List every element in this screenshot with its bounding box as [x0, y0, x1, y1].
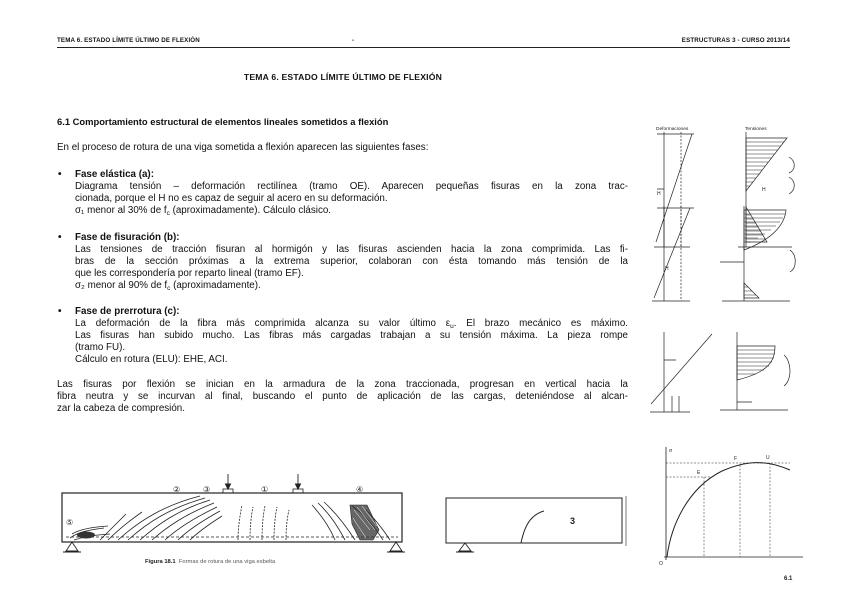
bullet-icon: •	[58, 306, 62, 317]
closing-line: zar la cabeza de compresión.	[57, 403, 185, 414]
phase-c-stress-axis	[720, 332, 788, 410]
phase-b-tension-hatch	[744, 287, 756, 295]
phase-c-diagrams	[650, 332, 790, 412]
shear-cracks-left	[100, 496, 222, 540]
phase-diagram-titles	[656, 126, 767, 132]
figure-number: Figura 18.1	[145, 559, 176, 565]
section-heading: 6.1 Comportamiento estructural de elementos lineales sometidos a flexión	[57, 116, 389, 127]
phase-line: Diagrama tensión – deformación rectilínea (tramo OE). Aparecen pequeñas fisuras en la zona trac-	[75, 181, 628, 192]
stress-strain-curve	[664, 447, 803, 560]
load-arrowhead-left	[226, 484, 231, 489]
crack-detail-outline	[446, 498, 622, 543]
phase-c-moment-arrow-icon	[784, 355, 790, 386]
bullet-icon: •	[58, 169, 62, 180]
crack-detail-figure	[446, 496, 626, 552]
phase-title-elastic: Fase elástica (a):	[75, 169, 154, 180]
beam-label-2: ②	[173, 485, 181, 494]
curve-line	[667, 463, 790, 557]
phase-line: Cálculo en rotura (ELU): EHE, ACI.	[75, 354, 228, 365]
closing-line: fibra neutra y se incurvan al final, buscando el punto de aplicación de las cargas, deteniéndose al alcan-	[57, 391, 628, 402]
running-header-right: ESTRUCTURAS 3 - CURSO 2013/14	[681, 37, 790, 44]
phase-line: bras de la sección próximas a la extrema superior, colaboran con ésta tomando más tensión de la	[75, 256, 628, 267]
curve-axes	[664, 447, 803, 560]
phase-a-tension-hatch	[746, 215, 765, 239]
text-segment: σ₁ menor al 30% de f	[75, 205, 167, 216]
bullet-icon: •	[58, 232, 62, 243]
phase-b-strain	[652, 206, 694, 301]
phase-b-strain-label: H	[665, 266, 669, 272]
right-support-icon	[390, 542, 402, 551]
curve-point-o: O	[659, 561, 663, 567]
phase-a-strain-label: H	[657, 191, 661, 197]
phase-title-cracking: Fase de fisuración (b):	[75, 232, 180, 243]
curve-guides	[666, 463, 790, 557]
phase-b-moment-arrow-icon	[790, 250, 795, 272]
phase-b-tension-block	[744, 283, 759, 298]
curve-axis-label: σ	[669, 448, 673, 454]
phase-a-moment-arrow-icon	[789, 157, 794, 194]
curve-labels	[659, 448, 770, 567]
crack-detail-crack	[521, 511, 544, 543]
text-segment: (aproximadamente).	[170, 280, 261, 291]
phase-line: Las fisuras han subido mucho. Las fibras más cargadas trabajan a su tensión máxima. La pieza rompe	[75, 330, 628, 341]
text-segment: σ₂ menor al 90% de f	[75, 280, 168, 291]
crack-detail-support-icon	[459, 543, 471, 551]
running-header-center: -	[352, 37, 355, 44]
running-header-left: TEMA 6. ESTADO LÍMITE ÚLTIMO DE FLEXIÓN	[57, 37, 200, 44]
beam-label-3: ③	[203, 485, 211, 494]
phase-b-stress-axis	[720, 206, 790, 301]
phase-line: Las tensiones de tracción fisuran al hormigón y las fisuras ascienden hacia la zona comprimida. Las fi-	[75, 244, 628, 255]
phase-line: (tramo FU).	[75, 342, 126, 353]
page-title: TEMA 6. ESTADO LÍMITE ÚLTIMO DE FLEXIÓN	[243, 72, 443, 82]
phase-c-compression-hatch	[737, 350, 775, 374]
phase-a-compression-hatch	[746, 142, 784, 186]
beam-label-1: ①	[261, 485, 269, 494]
anchorage-damage	[77, 532, 95, 539]
figure-caption-text: Formas de rotura de una viga esbelta	[178, 559, 276, 565]
curve-point-e: E	[697, 470, 701, 476]
subscript: u	[450, 323, 454, 330]
beam-label-4: ④	[356, 485, 364, 494]
page-number: 6.1	[784, 576, 793, 582]
phase-a-diagrams	[654, 132, 794, 247]
beam-label-5: ⑤	[66, 518, 74, 527]
phase-a-tension-block	[746, 207, 767, 242]
curve-point-u: U	[766, 455, 770, 461]
flexural-cracks-middle	[238, 505, 289, 540]
left-support-icon	[66, 542, 78, 551]
load-arrowhead-right	[296, 484, 301, 489]
phase-line: cionada, porque el H no es capaz de seguir al acero en su deformación.	[75, 193, 388, 204]
text-segment: (aproximadamente). Cálculo clásico.	[169, 205, 332, 216]
phase-a-labels	[657, 187, 766, 197]
stress-diagram-title: Tensiones	[745, 127, 767, 132]
curve-point-f: F	[734, 456, 738, 462]
crack-detail-label: 3	[570, 516, 576, 526]
intro-paragraph: En el proceso de rotura de una viga sometida a flexión aparecen las siguientes fases:	[57, 142, 429, 153]
phase-a-stress-label: H	[762, 187, 766, 193]
phase-c-strain	[650, 332, 712, 412]
phase-title-prefailure: Fase de prerrotura (c):	[75, 306, 180, 317]
text-segment: La deformación de la fibra más comprimida alcanza su valor último ε	[75, 318, 451, 329]
phase-b-diagrams	[652, 206, 795, 301]
closing-line: Las fisuras por flexión se inician en la armadura de la zona traccionada, progresan en vertical hacia la	[57, 379, 628, 390]
subscript: c	[167, 285, 171, 292]
text-segment: . El brazo mecánico es máximo.	[453, 318, 628, 329]
strain-diagram-title: Deformaciones	[656, 127, 689, 132]
phase-a-strain	[654, 132, 694, 247]
subscript: c	[166, 210, 170, 217]
phase-line: que les correspondería por reparto lineal (tramo EF).	[75, 268, 304, 279]
phase-c-compression-block	[737, 346, 775, 380]
beam-figure	[62, 474, 405, 552]
